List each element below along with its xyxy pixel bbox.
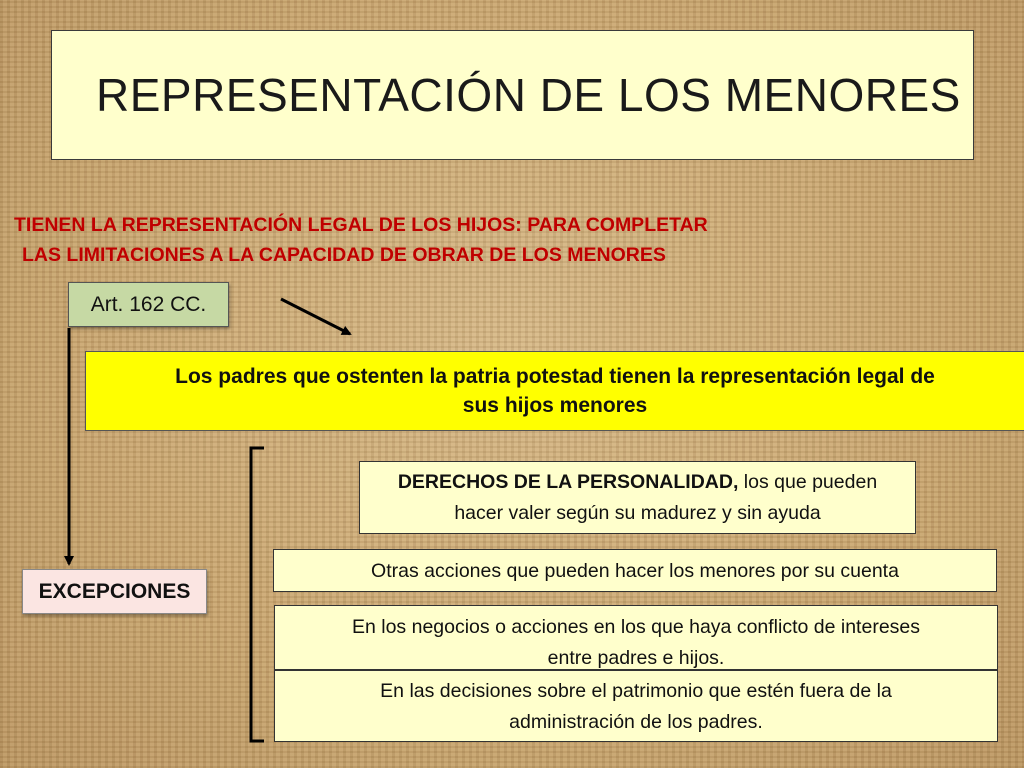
exception-item-line: administración de los padres.	[509, 711, 763, 733]
main-rule-line-2: sus hijos menores	[462, 394, 648, 417]
intro-line-1: TIENEN LA REPRESENTACIÓN LEGAL DE LOS HIJOS: PARA COMPLETAR	[14, 214, 708, 236]
exceptions-label: EXCEPCIONES	[38, 579, 191, 603]
exception-item-line: En las decisiones sobre el patrimonio que estén fuera de la	[380, 680, 892, 702]
page-title: REPRESENTACIÓN DE LOS MENORES	[96, 69, 961, 121]
intro-line-2: LAS LIMITACIONES A LA CAPACIDAD DE OBRAR DE LOS MENORES	[22, 244, 666, 266]
exception-item-bold: DERECHOS DE LA PERSONALIDAD,	[397, 471, 739, 493]
exception-item-text: los que pueden	[738, 471, 878, 493]
exceptions-bracket	[251, 448, 264, 741]
diagonal-arrow	[281, 299, 350, 334]
exception-item-line: hacer valer según su madurez y sin ayuda	[454, 502, 821, 524]
exception-item-line: En los negocios o acciones en los que haya conflicto de intereses	[351, 616, 921, 638]
article-label: Art. 162 CC.	[90, 292, 207, 316]
exception-item-line: entre padres e hijos.	[547, 647, 725, 669]
exception-item-line: Otras acciones que pueden hacer los menores por su cuenta	[371, 560, 899, 582]
main-rule-line-1: Los padres que ostenten la patria potestad tienen la representación legal de	[175, 365, 935, 388]
